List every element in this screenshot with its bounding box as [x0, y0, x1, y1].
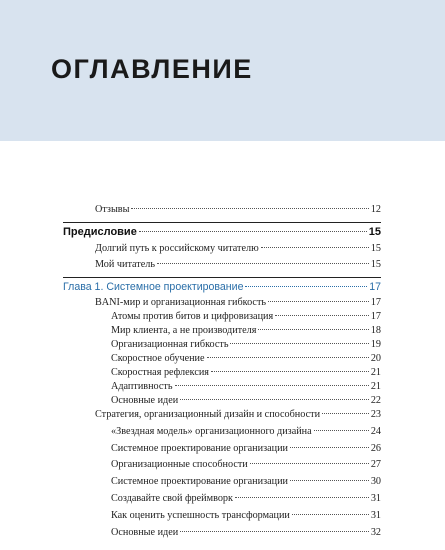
toc-entry-label: «Звездная модель» организационного дизайна	[111, 425, 312, 437]
toc-entry-page: 22	[370, 395, 381, 406]
toc-section-heading[interactable]	[63, 226, 381, 240]
section-divider	[63, 222, 381, 223]
toc-entry-page: 27	[370, 459, 381, 471]
toc-entry[interactable]	[95, 259, 381, 273]
toc-entry-page: 21	[370, 367, 381, 378]
dot-leader	[180, 531, 369, 532]
dot-leader	[131, 208, 368, 209]
toc-subentry[interactable]	[111, 510, 381, 524]
toc-entry-page: 31	[370, 493, 381, 504]
toc-entry-page: 15	[368, 226, 381, 238]
toc-entry-page: 15	[370, 259, 381, 270]
page-title: ОГЛАВЛЕНИЕ	[51, 54, 253, 84]
toc-subentry[interactable]	[111, 395, 381, 409]
toc-subentry[interactable]	[111, 381, 381, 395]
toc-subentry[interactable]	[111, 339, 381, 353]
toc-subentry[interactable]	[111, 367, 381, 381]
dot-leader	[230, 343, 368, 344]
toc-entry[interactable]	[95, 243, 381, 257]
dot-leader	[261, 247, 369, 248]
toc-entry-page: 21	[370, 381, 381, 392]
dot-leader	[245, 286, 367, 287]
toc-subentry[interactable]	[111, 459, 381, 473]
toc-entry[interactable]	[95, 409, 381, 423]
toc-entry-label: Скоростное обучение	[111, 353, 205, 364]
toc-entry-label: Основные идеи	[111, 526, 179, 538]
toc-entry-label: Создавайте свой фреймворк	[111, 493, 233, 504]
toc-subentry[interactable]	[111, 426, 381, 440]
dot-leader	[175, 385, 369, 386]
toc-subentry[interactable]	[111, 493, 381, 507]
dot-leader	[322, 413, 369, 414]
toc-entry[interactable]	[95, 297, 381, 311]
dot-leader	[258, 329, 368, 330]
toc-entry-label: BANI-мир и организационная гибкость	[95, 297, 267, 308]
toc-entry-label: Адаптивность	[111, 381, 173, 392]
toc-entry-label: Отзывы	[95, 204, 130, 215]
toc-entry-label: Системное проектирование организации	[111, 476, 288, 488]
toc-entry-label: Системное проектирование организации	[111, 442, 288, 454]
dot-leader	[250, 463, 369, 464]
toc-entry-label: Предисловие	[63, 226, 137, 238]
section-divider	[63, 277, 381, 278]
toc-subentry[interactable]	[111, 443, 381, 457]
toc-subentry[interactable]	[111, 311, 381, 325]
toc-entry-page: 19	[370, 339, 381, 350]
toc-entry-page: 17	[370, 311, 381, 322]
dot-leader	[139, 231, 367, 232]
dot-leader	[314, 430, 369, 431]
dot-leader	[290, 447, 369, 448]
toc-entry-page: 17	[369, 281, 381, 293]
toc-entry-label: Организационная гибкость	[111, 339, 229, 350]
dot-leader	[292, 514, 369, 515]
toc-entry-page: 23	[370, 409, 381, 420]
toc-entry-label: Долгий путь к российскому читателю	[95, 243, 259, 254]
toc-entry[interactable]	[95, 204, 381, 218]
toc-entry-label: Основные идеи	[111, 395, 179, 406]
toc-entry-page: 30	[370, 476, 381, 488]
toc-chapter-heading[interactable]	[63, 281, 381, 295]
toc-subentry[interactable]	[111, 353, 381, 367]
toc-entry-page: 32	[370, 526, 381, 538]
toc-entry-page: 15	[370, 243, 381, 254]
toc-entry-label: Организационные способности	[111, 459, 248, 471]
toc-entry-label: Глава 1. Системное проектирование	[63, 281, 244, 293]
dot-leader	[211, 371, 369, 372]
dot-leader	[290, 480, 369, 481]
toc-subentry[interactable]	[111, 527, 381, 541]
dot-leader	[207, 357, 369, 358]
dot-leader	[275, 315, 369, 316]
dot-leader	[157, 263, 369, 264]
toc-entry-page: 31	[370, 509, 381, 521]
dot-leader	[268, 301, 369, 302]
toc-entry-label: Стратегия, организационный дизайн и способности	[95, 409, 321, 420]
toc-entry-label: Атомы против битов и цифровизация	[111, 311, 274, 322]
dot-leader	[180, 399, 369, 400]
toc-entry-page: 26	[370, 442, 381, 454]
toc-entry-page: 20	[370, 353, 381, 364]
toc-entry-label: Мой читатель	[95, 259, 156, 270]
toc-subentry[interactable]	[111, 476, 381, 490]
toc-subentry[interactable]	[111, 325, 381, 339]
toc-entry-page: 24	[370, 425, 381, 437]
dot-leader	[235, 497, 369, 498]
toc-entry-label: Скоростная рефлексия	[111, 367, 209, 378]
toc-entry-label: Мир клиента, а не производителя	[111, 325, 257, 336]
toc-entry-label: Как оценить успешность трансформации	[111, 509, 290, 521]
toc-entry-page: 18	[370, 325, 381, 336]
toc-entry-page: 12	[370, 204, 381, 215]
toc-entry-page: 17	[370, 297, 381, 308]
